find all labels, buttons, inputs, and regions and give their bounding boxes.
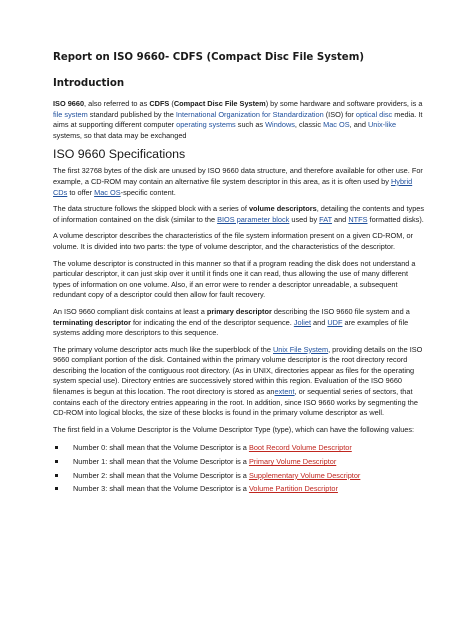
- link-joliet[interactable]: Joliet: [293, 317, 311, 327]
- specifications-heading: ISO 9660 Specifications: [53, 147, 186, 162]
- link-volume-partition-descriptor[interactable]: Volume Partition Descriptor: [248, 484, 338, 494]
- introduction-heading: Introduction: [53, 78, 125, 89]
- descriptor-type-list: [53, 441, 425, 495]
- spec-paragraph-3: A volume descriptor describes the characteristics of the file system information present on a given CD-ROM, or volume. It is divided into two parts: the type of volume descriptor, and the characteristics of the descriptor.: [53, 231, 413, 251]
- term-volume-descriptors: volume descriptors: [248, 204, 317, 214]
- list-item: Number 1: shall mean that the Volume Descriptor is a Primary Volume Descriptor: [53, 455, 425, 469]
- link-udf[interactable]: UDF: [327, 317, 343, 327]
- link-primary-volume-descriptor[interactable]: Primary Volume Descriptor: [248, 457, 337, 467]
- intro-paragraph: ISO 9660, also referred to as CDFS (Compact Disc File System) by some hardware and software providers, is a file system standard published by the International Organization for Standardization (ISO) for optical disc media. It aims at supporting different computer operating systems such as Windows, classic Mac OS, and Unix-like systems, so that data may be exchanged: [53, 99, 423, 140]
- term-compact-disc-file-system: Compact Disc File System: [173, 99, 266, 108]
- list-item: Number 3: shall mean that the Volume Descriptor is a Volume Partition Descriptor: [53, 482, 425, 496]
- link-hybrid-cds[interactable]: Hybrid CDs: [53, 176, 413, 197]
- term-iso9660: ISO 9660: [53, 99, 85, 108]
- spec-paragraph-1: The first 32768 bytes of the disk are unused by ISO 9660 data structure, and therefore available for other use. For example, a CD-ROM may contain an alternative file system descriptor in this area, as it is often used by Hybrid CDs to offer Mac OS-specific content.: [53, 166, 423, 197]
- spec-paragraph-5: An ISO 9660 compliant disk contains at least a primary descriptor describing the ISO 9660 file system and a terminating descriptor for indicating the end of the descriptor sequence. Joliet and UDF are examples of file systems adding more descriptors to this sequence.: [53, 306, 410, 338]
- link-mac-os-specific[interactable]: Mac OS: [94, 187, 121, 197]
- term-cdfs: CDFS: [149, 99, 170, 108]
- bullet-square-icon: [55, 474, 58, 477]
- term-primary-descriptor: primary descriptor: [206, 306, 272, 316]
- link-boot-record-volume-descriptor[interactable]: Boot Record Volume Descriptor: [248, 443, 352, 453]
- bullet-square-icon: [55, 460, 58, 463]
- link-unix-like[interactable]: Unix-like: [367, 120, 397, 130]
- list-item: Number 0: shall mean that the Volume Descriptor is a Boot Record Volume Descriptor: [53, 441, 425, 455]
- link-fat[interactable]: FAT: [319, 214, 332, 224]
- spec-paragraph-2: The data structure follows the skipped block with a series of volume descriptors, detailing the contents and types of information contained on the disk (similar to the BIOS parameter block used by FAT and NTFS formatted disks).: [53, 204, 425, 224]
- bullet-square-icon: [55, 446, 58, 449]
- link-mac-os[interactable]: Mac OS: [323, 120, 350, 130]
- spec-paragraph-4: The volume descriptor is constructed in this manner so that if a program reading the disk does not understand a particular descriptor, it can just skip over it until it finds one it can read, thus allowing the use of many different types of information on one volume. Also, if an error were to render a descriptor unreadable, a subsequent redundant copy of a descriptor could then allow for fault recovery.: [53, 258, 416, 300]
- link-ntfs[interactable]: NTFS: [348, 214, 368, 224]
- link-optical-disc[interactable]: optical disc: [355, 109, 393, 119]
- document-page: [53, 52, 425, 496]
- link-iso-organization[interactable]: International Organization for Standardization: [175, 109, 324, 119]
- link-unix-file-system[interactable]: Unix File System: [273, 344, 329, 354]
- report-title: Report on ISO 9660- CDFS (Compact Disc File System): [53, 52, 364, 63]
- link-supplementary-volume-descriptor[interactable]: Supplementary Volume Descriptor: [248, 470, 361, 480]
- link-operating-systems[interactable]: operating systems: [176, 120, 236, 130]
- link-windows[interactable]: Windows: [265, 120, 295, 130]
- bullet-square-icon: [55, 487, 58, 490]
- term-terminating-descriptor: terminating descriptor: [53, 317, 131, 327]
- list-item: Number 2: shall mean that the Volume Descriptor is a Supplementary Volume Descriptor: [53, 469, 425, 483]
- spec-paragraph-6: The primary volume descriptor acts much like the superblock of the Unix File System, providing details on the ISO 9660 compliant portion of the disk. Contained within the primary volume descriptor is the root directory record describing the location of the contiguous root directory. (As in UNIX, directories appear as files for the operating system special use). Directory entries are successively stored within this region. Evaluation of the ISO 9660 filenames is begun at this location. The root directory is stored as anextent, or sequential series of sectors, that contains each of the directory entries appearing in the root. In addition, since ISO 9660 works by segmenting the CD-ROM into logical blocks, the size of these blocks is found in the primary volume descriptor as well.: [53, 344, 423, 418]
- link-extent[interactable]: extent: [274, 387, 295, 397]
- link-file-system[interactable]: file system: [53, 109, 88, 119]
- spec-paragraph-7: The first field in a Volume Descriptor is the Volume Descriptor Type (type), which can have the following values:: [53, 424, 415, 434]
- link-bios-parameter-block[interactable]: BIOS parameter block: [217, 214, 290, 224]
